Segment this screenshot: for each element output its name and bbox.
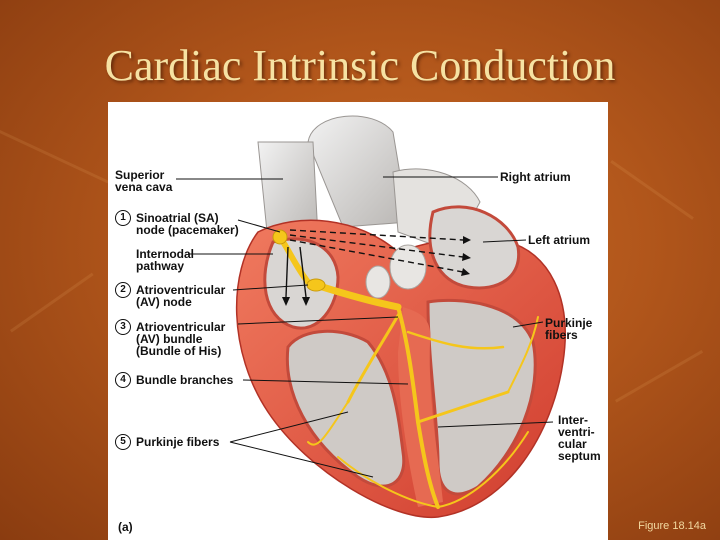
sa-node-label: Sinoatrial (SA) node (pacemaker) bbox=[136, 211, 239, 237]
step-1-badge: 1 bbox=[115, 210, 131, 226]
left-atrium-interior bbox=[430, 207, 519, 288]
right-atrium-interior bbox=[265, 239, 338, 328]
internodal-pathway-label: Internodal pathway bbox=[136, 247, 195, 273]
sa-node-marker bbox=[273, 230, 287, 244]
av-bundle-label: Atrioventricular (AV) bundle (Bundle of His) bbox=[136, 320, 226, 358]
step-5-badge: 5 bbox=[115, 434, 131, 450]
panel-letter: (a) bbox=[118, 520, 133, 534]
step-3-badge: 3 bbox=[115, 319, 131, 335]
step-4-badge: 4 bbox=[115, 372, 131, 388]
background-streak bbox=[615, 350, 703, 403]
right-atrium-label: Right atrium bbox=[500, 170, 571, 184]
bundle-branches-label: Bundle branches bbox=[136, 373, 234, 387]
figure-reference: Figure 18.14a bbox=[638, 520, 706, 532]
background-streak bbox=[0, 130, 109, 183]
background-streak bbox=[610, 160, 694, 220]
background-streak bbox=[10, 273, 94, 333]
av-node-marker bbox=[307, 279, 325, 291]
purkinje-fibers-left-label: Purkinje fibers bbox=[136, 435, 220, 449]
valve-shape bbox=[366, 266, 390, 298]
slide-title: Cardiac Intrinsic Conduction bbox=[104, 41, 616, 90]
purkinje-fibers-right-label: Purkinje fibers bbox=[545, 316, 593, 342]
superior-vena-cava-label: Superior vena cava bbox=[115, 168, 173, 194]
septum-label: Inter- ventri- cular septum bbox=[558, 413, 601, 463]
heart-diagram-panel bbox=[108, 102, 608, 540]
left-atrium-label: Left atrium bbox=[528, 233, 591, 247]
step-2-badge: 2 bbox=[115, 282, 131, 298]
av-node-label: Atrioventricular (AV) node bbox=[136, 283, 226, 309]
